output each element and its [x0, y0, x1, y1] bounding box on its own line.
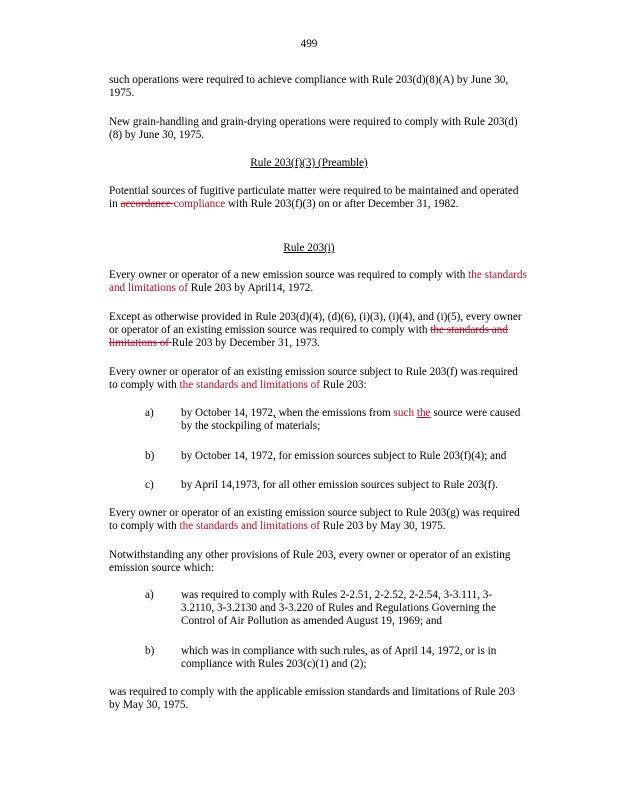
- text-segment: Every owner or operator of a new emission source was required to comply with: [109, 269, 469, 281]
- heading-rule-203i: Rule 203(i): [283, 242, 335, 254]
- inserted-text: such: [393, 407, 417, 419]
- text-segment: Except as otherwise provided in Rule 203(d)(4), (d)(6), (i)(3), (i)(4), and (i)(5), every owner or operator of an existing emission source was required to comply with: [109, 311, 522, 336]
- paragraph-existing-emission-source: [109, 311, 529, 350]
- text-segment: source were caused by the stockpiling of materials;: [181, 407, 521, 432]
- list-item-label: b): [145, 450, 155, 462]
- text-segment: by October 14, 1972: [181, 407, 273, 419]
- list-item: by April 14,1973, for all other emission sources subject to Rule 203(f).: [181, 479, 498, 491]
- paragraph-rule-203f-sources: [109, 366, 529, 392]
- text-segment: Every owner or operator of an existing emission source subject to Rule 203(f) was required to comply with: [109, 366, 518, 391]
- inserted-underlined-text: the: [416, 407, 431, 419]
- paragraph-new-emission-source: [109, 269, 529, 295]
- list-item-label: a): [145, 407, 154, 419]
- heading-rule-203f3: Rule 203(f)(3) (Preamble): [250, 157, 368, 169]
- list-item: was required to comply with Rules 2-2.51, 2-2.52, 2-2.54, 3-3.111, 3-3.2110, 3-3.2130 and 3-3.220 of Rules and Regulations Governing the Control of Air Pollution as amended August 19, 1969; and: [181, 589, 496, 627]
- list-item: which was in compliance with such rules, as of April 14, 1972, or is in compliance with Rules 203(c)(1) and (2);: [181, 645, 497, 670]
- text-segment: Rule 203 by April14, 1972.: [187, 282, 314, 294]
- paragraph-grain-handling: New grain-handling and grain-drying operations were required to comply with Rule 203(d)(8) by June 30, 1975.: [109, 116, 518, 141]
- paragraph-rule-203g-sources: [109, 507, 529, 533]
- text-segment: Potential sources of fugitive particulate matter were required to be maintained and operated in: [109, 185, 519, 210]
- paragraph-notwithstanding: Notwithstanding any other provisions of Rule 203, every owner or operator of an existing emission source which:: [109, 549, 511, 574]
- underlined-text: ,: [272, 407, 276, 419]
- text-segment: Rule 203:: [320, 379, 367, 391]
- page-number: 499: [300, 38, 318, 50]
- inserted-text: the standards and limitations of: [179, 520, 320, 532]
- paragraph-compliance-1975: such operations were required to achieve compliance with Rule 203(d)(8)(A) by June 30, 1975.: [109, 74, 509, 99]
- paragraph-applicable-standards: was required to comply with the applicable emission standards and limitations of Rule 203 by May 30, 1975.: [109, 686, 516, 711]
- inserted-text: compliance: [173, 198, 226, 210]
- list-item-label: a): [145, 589, 154, 601]
- list-item: by October 14, 1972, for emission sources subject to Rule 203(f)(4); and: [181, 450, 507, 462]
- inserted-text: the standards and limitations of: [179, 379, 320, 391]
- text-segment: Rule 203 by May 30, 1975.: [320, 520, 446, 532]
- deleted-text: the standards and limitations of: [109, 324, 508, 349]
- paragraph-fugitive-matter: [109, 185, 529, 211]
- text-segment: when the emissions from: [275, 407, 394, 419]
- text-segment: Rule 203 by December 31, 1973.: [171, 337, 320, 349]
- text-segment: Every owner or operator of an existing emission source subject to Rule 203(g) was required to comply with: [109, 507, 520, 532]
- list-item-label: c): [145, 479, 154, 491]
- inserted-text: the standards and limitations of: [109, 269, 527, 294]
- text-segment: with Rule 203(f)(3) on or after December 31, 1982.: [225, 198, 459, 210]
- deleted-text: accordance: [120, 198, 174, 210]
- list-item-label: b): [145, 645, 155, 657]
- list-item: [181, 407, 531, 433]
